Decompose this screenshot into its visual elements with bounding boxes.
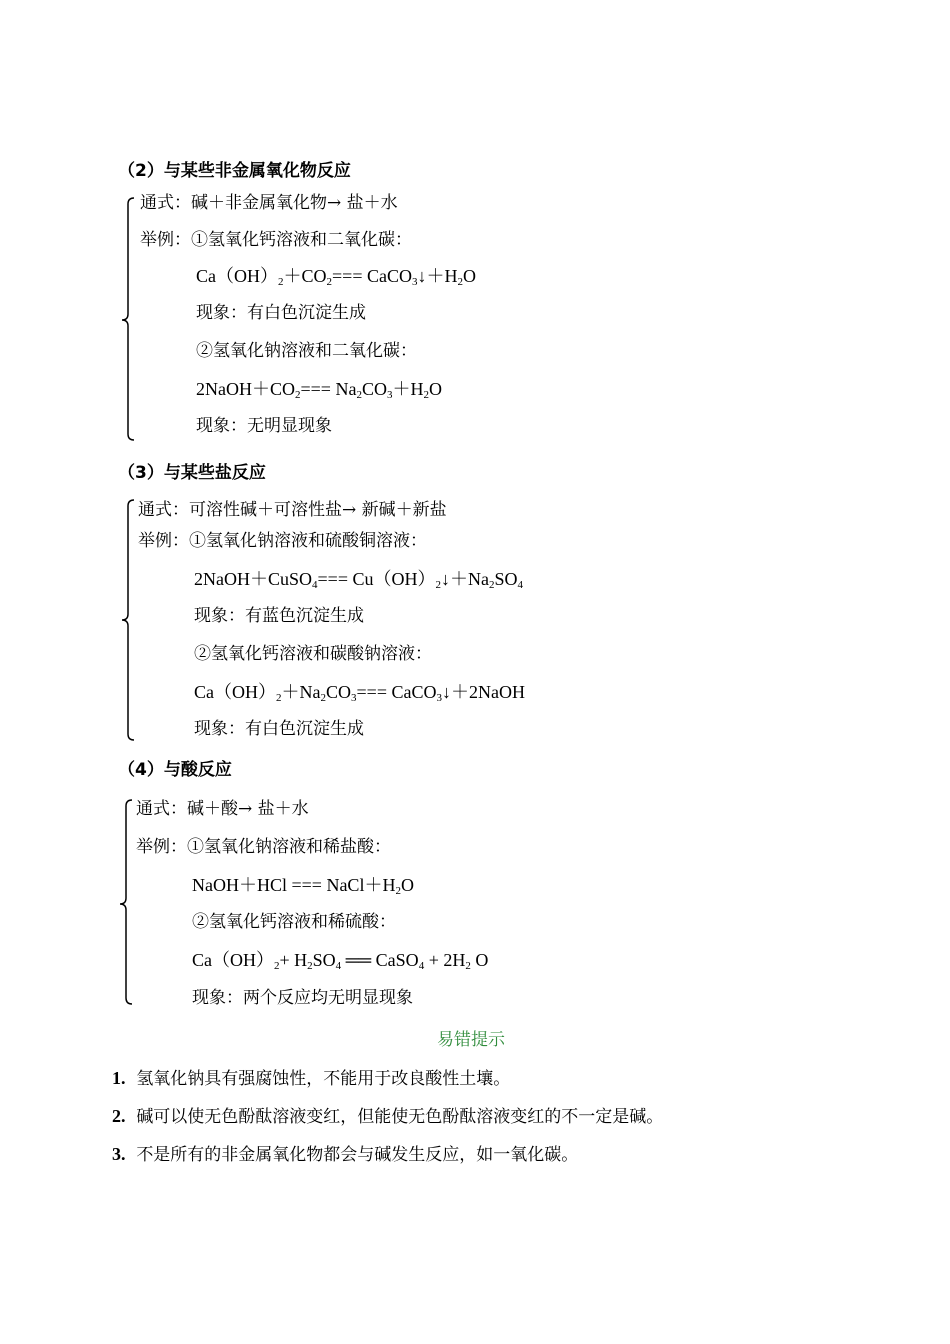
- tips-title: 易错提示: [437, 1030, 505, 1050]
- section-3-equation-1: 2NaOH＋CuSO$_4$=== $Cu(OH)_2↓+Na_2SO_4$: [194, 569, 523, 591]
- section-2-brace: [120, 196, 136, 442]
- section-2-example-2: ②氢氧化钠溶液和二氧化碳：: [196, 341, 417, 361]
- section-2-equation-2: $2NaOH+CO_2=== Na_2CO_3+H_2O$: [196, 379, 442, 401]
- section-3-example-2: ②氢氧化钙溶液和碳酸钠溶液：: [194, 644, 432, 664]
- tip-item: 2. 碱可以使无色酚酞溶液变红，但能使无色酚酞溶液变红的不一定是碱。: [112, 1106, 664, 1127]
- section-3-general: 通式：可溶性碱＋可溶性盐→ 新碱＋新盐: [138, 500, 447, 520]
- section-3-equation-2: $Ca(OH)_2+Na_2CO_3===$ CaCO$_3$↓＋2NaOH: [194, 682, 525, 704]
- section-4-equation-1: NaOH＋HCl === $NaCl+H_2O$: [192, 875, 414, 897]
- section-2-phenomenon-1: 现象：有白色沉淀生成: [196, 303, 366, 323]
- section-3-example: 举例：①氢氧化钠溶液和硫酸铜溶液：: [138, 531, 427, 551]
- section-2-phenomenon-2: 现象：无明显现象: [196, 416, 332, 436]
- section-4-general: 通式：碱＋酸→ 盐＋水: [136, 799, 309, 819]
- section-3-brace: [120, 498, 136, 742]
- section-4-example-2: ②氢氧化钙溶液和稀硫酸：: [192, 912, 396, 932]
- section-4-equation-2: $Ca(OH)_2+ H_2SO_4$ ══ CaSO$_4$ + $2H_2$ O: [192, 950, 489, 972]
- section-2-example: 举例：①氢氧化钙溶液和二氧化碳：: [140, 230, 412, 250]
- section-2-equation-1: $Ca(OH)_2+CO_2===$ $CaCO_3↓+H_2O$: [196, 266, 476, 288]
- section-2-general: 通式：碱＋非金属氧化物→ 盐＋水: [140, 193, 398, 213]
- section-3-phenomenon-2: 现象：有白色沉淀生成: [194, 719, 364, 739]
- section-4-example: 举例：①氢氧化钠溶液和稀盐酸：: [136, 837, 391, 857]
- tip-item: 3. 不是所有的非金属氧化物都会与碱发生反应，如一氧化碳。: [112, 1144, 579, 1165]
- section-4-heading: （4）与酸反应: [118, 760, 232, 780]
- section-4-phenomenon-2: 现象：两个反应均无明显现象: [192, 988, 413, 1008]
- tip-item: 1. 氢氧化钠具有强腐蚀性，不能用于改良酸性土壤。: [112, 1068, 511, 1089]
- section-2-heading: （2）与某些非金属氧化物反应: [118, 161, 351, 181]
- section-3-phenomenon-1: 现象：有蓝色沉淀生成: [194, 606, 364, 626]
- section-3-heading: （3）与某些盐反应: [118, 463, 266, 483]
- section-4-brace: [118, 798, 134, 1008]
